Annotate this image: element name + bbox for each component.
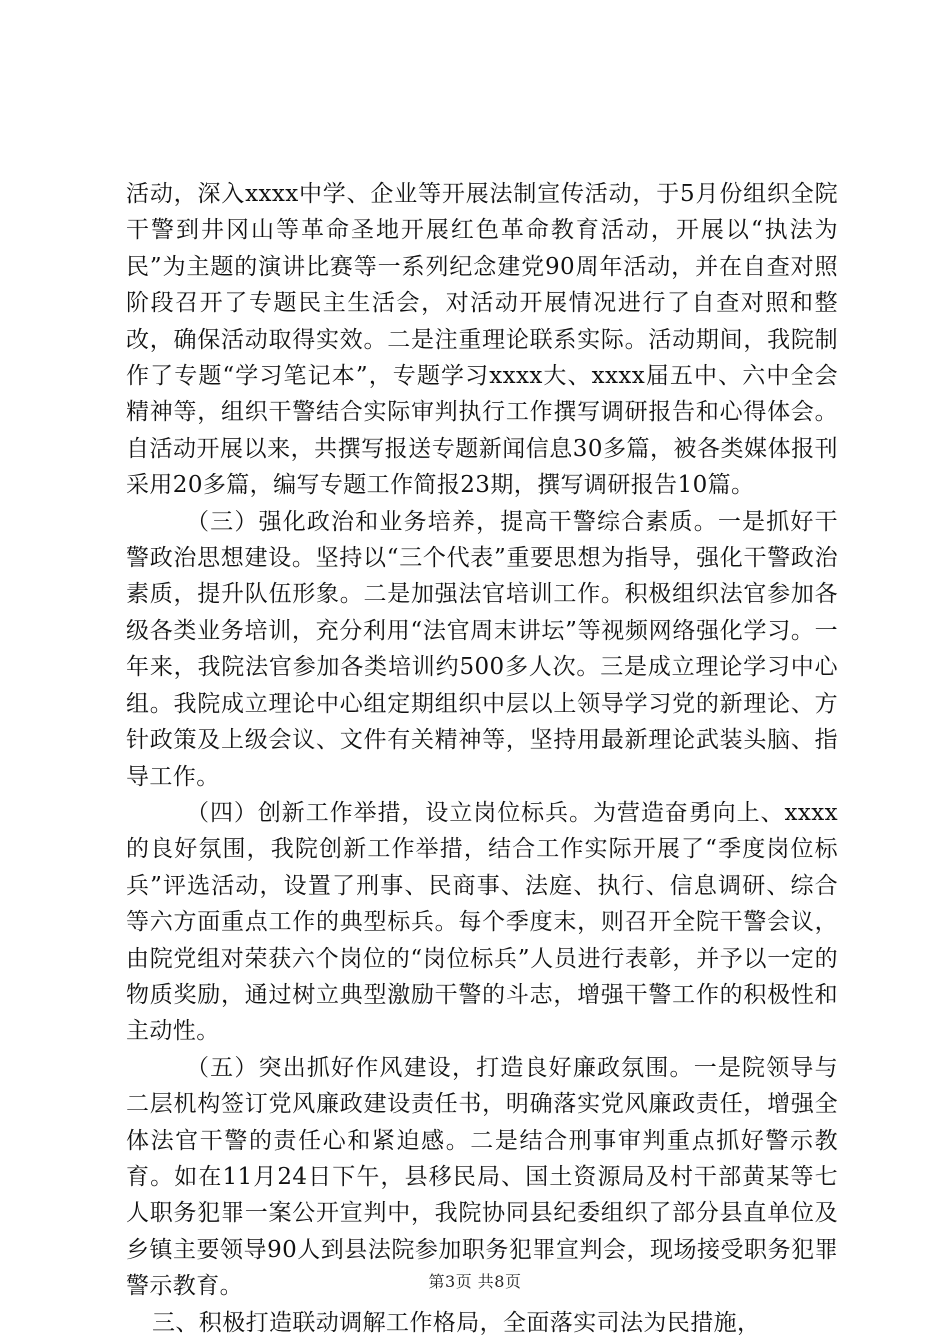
- page-number-footer: 第3页 共8页: [428, 1272, 522, 1291]
- paragraph-continuation: 活动，深入xxxx中学、企业等开展法制宣传活动，于5月份组织全院干警到井冈山等革命圣地开展红色革命教育活动，开展以“执法为民”为主题的演讲比赛等一系列纪念建党90周年活动，并在自查对照阶段召开了专题民主生活会，对活动开展情况进行了自查对照和整改，确保活动取得实效。二是注重理论联系实际。活动期间，我院制作了专题“学习笔记本”，专题学习xxxx大、xxxx届五中、六中全会精神等，组织干警结合实际审判执行工作撰写调研报告和心得体会。自活动开展以来，共撰写报送专题新闻信息30多篇，被各类媒体报刊采用20多篇，编写专题工作简报23期，撰写调研报告10篇。: [126, 181, 838, 499]
- paragraph-section-4: （四）创新工作举措，设立岗位标兵。为营造奋勇向上、xxxx的良好氛围，我院创新工作举措，结合工作实际开展了“季度岗位标兵”评选活动，设置了刑事、民商事、法庭、执行、信息调研、综合等六方面重点工作的典型标兵。每个季度末，则召开全院干警会议，由院党组对荣获六个岗位的“岗位标兵”人员进行表彰，并予以一定的物质奖励，通过树立典型激励干警的斗志，增强干警工作的积极性和主动性。: [126, 799, 838, 1045]
- body-text: [126, 176, 838, 1341]
- paragraph-section-3: （三）强化政治和业务培养，提高干警综合素质。一是抓好干警政治思想建设。坚持以“三个代表”重要思想为指导，强化干警政治素质，提升队伍形象。二是加强法官培训工作。积极组织法官参加各级各类业务培训，充分利用“法官周末讲坛”等视频网络强化学习。一年来，我院法官参加各类培训约500多人次。三是成立理论学习中心组。我院成立理论中心组定期组织中层以上领导学习党的新理论、方针政策及上级会议、文件有关精神等，坚持用最新理论武装头脑、指导工作。: [126, 508, 838, 790]
- paragraph-section-5: （五）突出抓好作风建设，打造良好廉政氛围。一是院领导与二层机构签订党风廉政建设责任书，明确落实党风廉政责任，增强全体法官干警的责任心和紧迫感。二是结合刑事审判重点抓好警示教育。如在11月24日下午，县移民局、国土资源局及村干部黄某等七人职务犯罪一案公开宣判中，我院协同县纪委组织了部分县直单位及乡镇主要领导90人到县法院参加职务犯罪宣判会，现场接受职务犯罪警示教育。: [126, 1054, 838, 1300]
- paragraph-heading-3: 三、积极打造联动调解工作格局，全面落实司法为民措施，: [152, 1309, 761, 1336]
